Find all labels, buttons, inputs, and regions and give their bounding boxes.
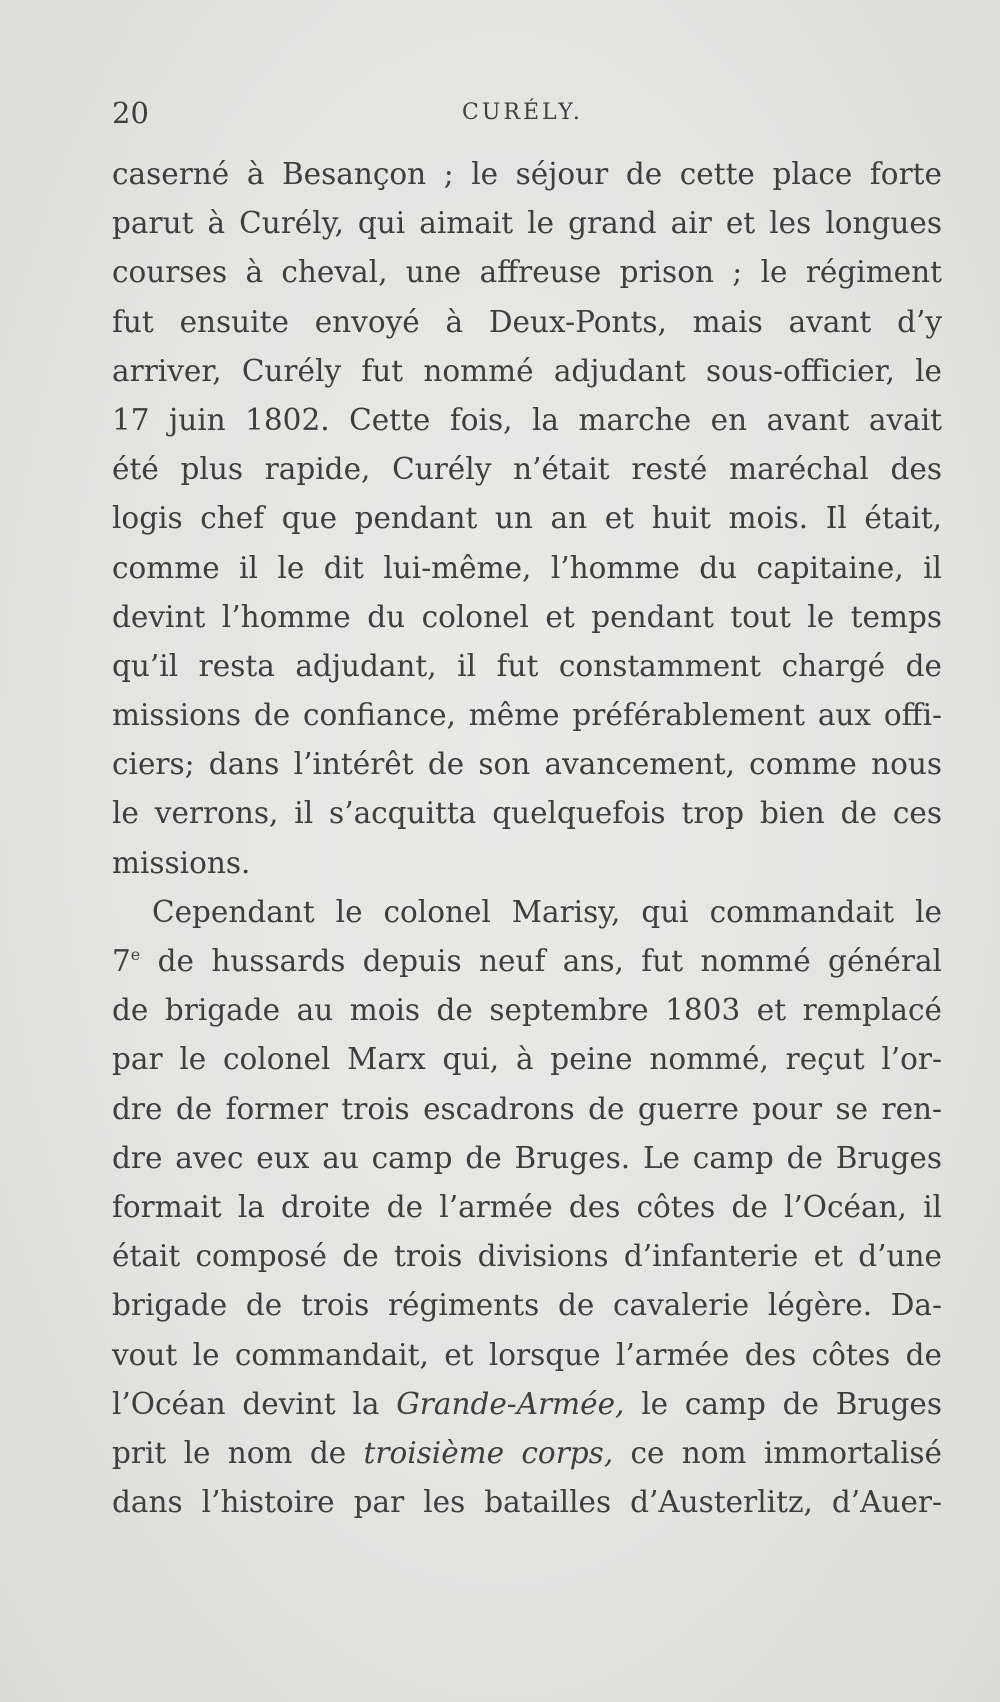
- italic-text: troisième corps,: [363, 1435, 614, 1470]
- text-line: dre de former trois escadrons de guerre pour se ren-: [112, 1091, 942, 1126]
- text-line: qu’il resta adjudant, il fut constamment chargé de: [112, 648, 942, 683]
- text-line: comme il le dit lui-même, l’homme du capitaine, il: [112, 550, 942, 585]
- text-line: était composé de trois divisions d’infanterie et d’une: [112, 1239, 942, 1274]
- text-fragment: le camp de Bruges: [624, 1386, 942, 1421]
- text-line: missions de confiance, même préférablement aux offi-: [112, 698, 942, 733]
- text-line: brigade de trois régiments de cavalerie légère. Da-: [112, 1288, 942, 1323]
- superscript: e: [130, 945, 141, 965]
- body-text: [112, 150, 942, 1527]
- text-fragment: de hussards depuis neuf ans, fut nommé général: [140, 944, 942, 978]
- text-line: missions.: [112, 845, 251, 880]
- text-line: été plus rapide, Curély n’était resté maréchal des: [112, 452, 942, 487]
- text-line: le verrons, il s’acquitta quelquefois trop bien de ces: [112, 796, 942, 831]
- text-line: Cependant le colonel Marisy, qui commandait le: [152, 894, 942, 929]
- running-head: [112, 96, 936, 136]
- text-line: dans l’histoire par les batailles d’Austerlitz, d’Auer-: [112, 1485, 942, 1520]
- text-line: ciers; dans l’intérêt de son avancement, comme nous: [112, 747, 942, 782]
- text-line: 17 juin 1802. Cette fois, la marche en avant avait: [112, 402, 942, 437]
- text-line: fut ensuite envoyé à Deux-Ponts, mais avant d’y: [112, 304, 942, 339]
- text-line: formait la droite de l’armée des côtes de l’Océan, il: [112, 1189, 942, 1224]
- text-line: devint l’homme du colonel et pendant tout le temps: [112, 599, 942, 634]
- text-line: [112, 1429, 942, 1478]
- text-line: dre avec eux au camp de Bruges. Le camp de Bruges: [112, 1140, 942, 1175]
- text-fragment: l’Océan devint la: [112, 1386, 397, 1421]
- text-fragment: prit le nom de: [112, 1435, 364, 1470]
- text-line: parut à Curély, qui aimait le grand air et les longues: [112, 206, 942, 241]
- text-line: courses à cheval, une affreuse prison ; le régiment: [112, 255, 942, 290]
- text-line: vout le commandait, et lorsque l’armée des côtes de: [112, 1337, 942, 1372]
- text-line: caserné à Besançon ; le séjour de cette place forte: [112, 157, 942, 191]
- italic-text: Grande-Armée,: [396, 1386, 625, 1421]
- text-line: [112, 1380, 942, 1429]
- text-line: de brigade au mois de septembre 1803 et remplacé: [112, 993, 942, 1028]
- text-fragment: 7: [112, 944, 131, 978]
- text-line: arriver, Curély fut nommé adjudant sous-officier, le: [112, 353, 942, 388]
- text-line: par le colonel Marx qui, à peine nommé, reçut l’or-: [112, 1042, 942, 1077]
- text-fragment: ce nom immortalisé: [613, 1435, 942, 1470]
- text-line: [112, 937, 942, 986]
- page-number: 20: [112, 96, 149, 130]
- running-title: CURÉLY.: [462, 100, 583, 125]
- text-line: logis chef que pendant un an et huit mois. Il était,: [112, 501, 942, 536]
